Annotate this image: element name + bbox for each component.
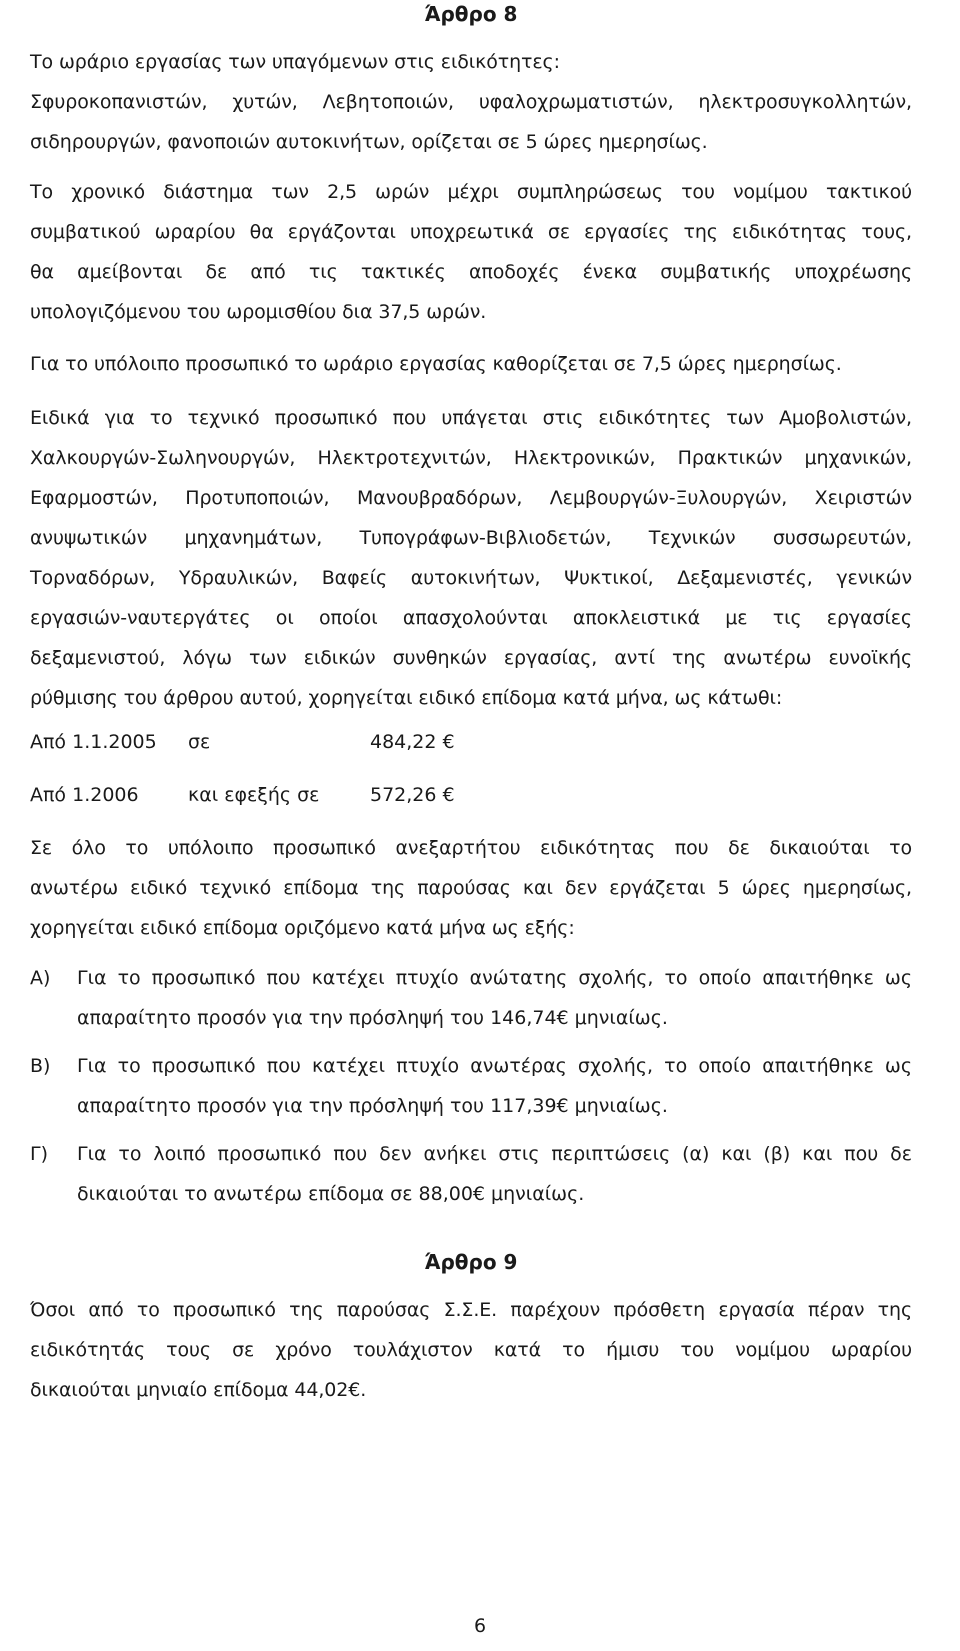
article-8-paragraph-5 xyxy=(30,828,912,948)
text-line: ανυψωτικών μηχανημάτων, Τυπογράφων-Βιβλιοδετών, Τεχνικών συσσωρευτών, xyxy=(30,527,912,549)
text-line: θα αμείβονται δε από τις τακτικές αποδοχές ένεκα συμβατικής υποχρέωσης xyxy=(30,261,912,283)
list-item-b xyxy=(30,1046,912,1126)
text-line: Σε όλο το υπόλοιπο προσωπικό ανεξαρτήτου ειδικότητας που δε δικαιούται το xyxy=(30,837,912,859)
text-line: χορηγείται ειδικό επίδομα οριζόμενο κατά μήνα ως εξής: xyxy=(30,917,575,939)
text-line: Το ωράριο εργασίας των υπαγόμενων στις ειδικότητες: xyxy=(30,51,560,73)
list-item-a xyxy=(30,958,912,1038)
text-line: Ειδικά για το τεχνικό προσωπικό που υπάγεται στις ειδικότητες των Αμοβολιστών, xyxy=(30,407,912,429)
article-9-title: Άρθρο 9 xyxy=(424,1250,518,1274)
article-8-paragraph-2 xyxy=(30,172,912,332)
allowance-date: Από 1.2006 xyxy=(30,784,139,806)
text-line: Εφαρμοστών, Προτυποποιών, Μανουβραδόρων, Λεμβουργών-Ξυλουργών, Χειριστών xyxy=(30,487,912,509)
article-8-title: Άρθρο 8 xyxy=(424,2,518,26)
article-9-paragraph-1 xyxy=(30,1290,912,1410)
text-line: εργασιών-ναυτεργάτες οι οποίοι απασχολούνται αποκλειστικά με τις εργασίες xyxy=(30,607,912,629)
text-line: Όσοι από το προσωπικό της παρούσας Σ.Σ.Ε. παρέχουν πρόσθετη εργασία πέραν της xyxy=(30,1299,912,1321)
allowance-row xyxy=(30,775,912,815)
text-line: δικαιούται το ανωτέρω επίδομα σε 88,00€ μηνιαίως. xyxy=(77,1183,585,1205)
list-marker: Β) xyxy=(30,1055,51,1077)
page-number: 6 xyxy=(473,1615,487,1637)
text-line: Χαλκουργών-Σωληνουργών, Ηλεκτροτεχνιτών, Ηλεκτρονικών, Πρακτικών μηχανικών, xyxy=(30,447,912,469)
text-line: απαραίτητο προσόν για την πρόσληψή του 117,39€ μηνιαίως. xyxy=(77,1095,668,1117)
text-line: ρύθμισης του άρθρου αυτού, χορηγείται ειδικό επίδομα κατά μήνα, ως κάτωθι: xyxy=(30,687,783,709)
allowance-label: σε xyxy=(188,731,211,753)
article-8-paragraph-1 xyxy=(30,42,912,162)
allowance-amount: 484,22 € xyxy=(370,731,455,753)
list-body xyxy=(77,1134,912,1214)
list-marker: Γ) xyxy=(30,1143,48,1165)
text-line: σιδηρουργών, φανοποιών αυτοκινήτων, ορίζεται σε 5 ώρες ημερησίως. xyxy=(30,131,708,153)
text-line: δεξαμενιστού, λόγω των ειδικών συνθηκών εργασίας, αντί της ανωτέρω ευνοϊκής xyxy=(30,647,912,669)
text-line: Σφυροκοπανιστών, χυτών, Λεβητοποιών, υφαλοχρωματιστών, ηλεκτροσυγκολλητών, xyxy=(30,91,912,113)
text-line: Για το υπόλοιπο προσωπικό το ωράριο εργασίας καθορίζεται σε 7,5 ώρες ημερησίως. xyxy=(30,353,842,375)
text-line: συμβατικού ωραρίου θα εργάζονται υποχρεωτικά σε εργασίες της ειδικότητας τους, xyxy=(30,221,912,243)
allowance-amount: 572,26 € xyxy=(370,784,455,806)
text-line: δικαιούται μηνιαίο επίδομα 44,02€. xyxy=(30,1379,367,1401)
text-line: Το χρονικό διάστημα των 2,5 ωρών μέχρι συμπληρώσεως του νομίμου τακτικού xyxy=(30,181,912,203)
allowance-date: Από 1.1.2005 xyxy=(30,731,157,753)
allowance-label: και εφεξής σε xyxy=(188,784,320,806)
text-line: ανωτέρω ειδικό τεχνικό επίδομα της παρούσας και δεν εργάζεται 5 ώρες ημερησίως, xyxy=(30,877,912,899)
text-line: Για το λοιπό προσωπικό που δεν ανήκει στις περιπτώσεις (α) και (β) και που δε xyxy=(77,1143,912,1165)
text-line: ειδικότητάς τους σε χρόνο τουλάχιστον κατά το ήμισυ του νομίμου ωραρίου xyxy=(30,1339,912,1361)
text-line: Για το προσωπικό που κατέχει πτυχίο ανώτατης σχολής, το οποίο απαιτήθηκε ως xyxy=(77,967,912,989)
article-8-paragraph-3 xyxy=(30,344,912,384)
text-line: υπολογιζόμενου του ωρομισθίου δια 37,5 ωρών. xyxy=(30,301,487,323)
allowance-row xyxy=(30,722,912,762)
text-line: Για το προσωπικό που κατέχει πτυχίο ανωτέρας σχολής, το οποίο απαιτήθηκε ως xyxy=(77,1055,912,1077)
list-marker: Α) xyxy=(30,967,51,989)
text-line: Τορναδόρων, Υδραυλικών, Βαφείς αυτοκινήτων, Ψυκτικοί, Δεξαμενιστές, γενικών xyxy=(30,567,912,589)
list-body xyxy=(77,1046,912,1126)
text-line: απαραίτητο προσόν για την πρόσληψή του 146,74€ μηνιαίως. xyxy=(77,1007,668,1029)
article-8-paragraph-4 xyxy=(30,398,912,718)
list-body xyxy=(77,958,912,1038)
list-item-c xyxy=(30,1134,912,1214)
